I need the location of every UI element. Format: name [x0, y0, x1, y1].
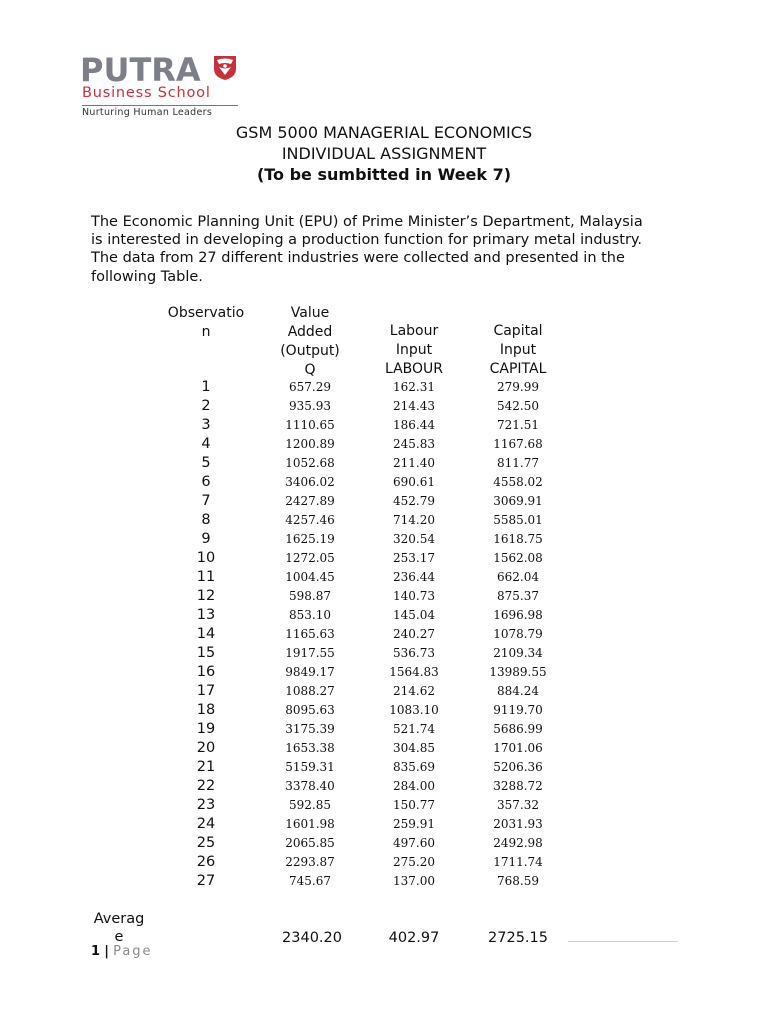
intro-line: The data from 27 different industries were collected and presented in the [91, 250, 625, 267]
value-added-cell: 5159.31 [285, 760, 335, 774]
table-row [0, 758, 768, 777]
value-added-cell: 9849.17 [285, 665, 335, 679]
labour-cell: 1083.10 [389, 703, 439, 717]
value-added-cell: 1653.38 [285, 741, 335, 755]
header-text: Q [304, 362, 316, 378]
obs-cell: 15 [196, 645, 216, 661]
obs-cell: 26 [196, 854, 216, 870]
average-q: 2340.20 [282, 930, 342, 946]
table-row [0, 530, 768, 549]
obs-cell: 7 [201, 493, 211, 509]
obs-cell: 25 [196, 835, 216, 851]
table-row [0, 454, 768, 473]
capital-cell: 1618.75 [493, 532, 543, 546]
labour-cell: 140.73 [393, 589, 435, 603]
header-text: Value [290, 305, 330, 321]
labour-cell: 245.83 [393, 437, 435, 451]
obs-cell: 22 [196, 778, 216, 794]
table-row [0, 644, 768, 663]
assignment-title: INDIVIDUAL ASSIGNMENT [281, 144, 487, 163]
labour-cell: 536.73 [393, 646, 435, 660]
capital-cell: 1167.68 [493, 437, 543, 451]
table-row [0, 549, 768, 568]
labour-cell: 304.85 [393, 741, 435, 755]
table-row [0, 739, 768, 758]
obs-cell: 20 [196, 740, 216, 756]
logo-subtitle: Business School [82, 85, 211, 101]
obs-cell: 13 [196, 607, 216, 623]
footer-rule [568, 941, 678, 942]
capital-cell: 1701.06 [493, 741, 543, 755]
table-row [0, 777, 768, 796]
average-label [88, 910, 150, 946]
table-row [0, 853, 768, 872]
intro-line: is interested in developing a production function for primary metal industry. [91, 232, 643, 249]
obs-cell: 24 [196, 816, 216, 832]
capital-cell: 2109.34 [493, 646, 543, 660]
obs-cell: 2 [201, 398, 211, 414]
obs-cell: 12 [196, 588, 216, 604]
table-row [0, 720, 768, 739]
value-added-cell: 2427.89 [285, 494, 335, 508]
value-added-cell: 4257.46 [285, 513, 335, 527]
labour-cell: 214.43 [393, 399, 435, 413]
value-added-cell: 8095.63 [285, 703, 335, 717]
obs-cell: 8 [201, 512, 211, 528]
obs-cell: 16 [196, 664, 216, 680]
capital-cell: 13989.55 [489, 665, 547, 679]
value-added-cell: 598.87 [289, 589, 331, 603]
data-table [0, 378, 768, 891]
capital-cell: 357.32 [497, 798, 539, 812]
table-row [0, 378, 768, 397]
header-text: Capital [493, 323, 543, 339]
table-row [0, 834, 768, 853]
table-row [0, 587, 768, 606]
header-text: LABOUR [384, 361, 444, 377]
labour-cell: 452.79 [393, 494, 435, 508]
table-row [0, 701, 768, 720]
obs-cell: 4 [201, 436, 211, 452]
document-header [0, 122, 768, 186]
page-footer [91, 944, 153, 960]
value-added-cell: 1601.98 [285, 817, 335, 831]
capital-cell: 1711.74 [493, 855, 543, 869]
labour-cell: 835.69 [393, 760, 435, 774]
crest-icon [213, 55, 237, 81]
value-added-cell: 1052.68 [285, 456, 335, 470]
capital-cell: 3069.91 [493, 494, 543, 508]
obs-cell: 17 [196, 683, 216, 699]
labour-cell: 186.44 [393, 418, 435, 432]
value-added-cell: 1625.19 [285, 532, 335, 546]
capital-cell: 875.37 [497, 589, 539, 603]
intro-line: The Economic Planning Unit (EPU) of Prime Minister’s Department, Malaysia [91, 214, 643, 230]
value-added-cell: 745.67 [289, 874, 331, 888]
labour-cell: 137.00 [393, 874, 435, 888]
capital-cell: 4558.02 [493, 475, 543, 489]
labour-cell: 275.20 [393, 855, 435, 869]
table-row [0, 872, 768, 891]
labour-cell: 240.27 [393, 627, 435, 641]
table-row [0, 473, 768, 492]
capital-cell: 3288.72 [493, 779, 543, 793]
capital-cell: 1696.98 [493, 608, 543, 622]
value-added-cell: 1110.65 [285, 418, 335, 432]
obs-cell: 14 [196, 626, 216, 642]
labour-cell: 320.54 [393, 532, 435, 546]
table-row [0, 815, 768, 834]
value-added-cell: 1200.89 [285, 437, 335, 451]
header-text: Added [287, 324, 333, 340]
table-row [0, 606, 768, 625]
obs-cell: 5 [201, 455, 211, 471]
page-number: 1 [91, 944, 101, 959]
labour-cell: 145.04 [393, 608, 435, 622]
value-added-cell: 3175.39 [285, 722, 335, 736]
header-text: Observatio [167, 305, 245, 321]
capital-cell: 5686.99 [493, 722, 543, 736]
capital-cell: 721.51 [497, 418, 539, 432]
value-added-cell: 1272.05 [285, 551, 335, 565]
table-row [0, 416, 768, 435]
value-added-cell: 1165.63 [285, 627, 335, 641]
value-added-cell: 3378.40 [285, 779, 335, 793]
obs-cell: 10 [196, 550, 216, 566]
header-labour [364, 322, 464, 379]
labour-cell: 497.60 [393, 836, 435, 850]
capital-cell: 2492.98 [493, 836, 543, 850]
labour-cell: 714.20 [393, 513, 435, 527]
header-capital [468, 322, 568, 379]
average-label-text: e [114, 929, 124, 945]
table-row [0, 511, 768, 530]
capital-cell: 1562.08 [493, 551, 543, 565]
value-added-cell: 935.93 [289, 399, 331, 413]
value-added-cell: 592.85 [289, 798, 331, 812]
logo-tagline: Nurturing Human Leaders [82, 107, 213, 118]
obs-cell: 18 [196, 702, 216, 718]
value-added-cell: 1004.45 [285, 570, 335, 584]
table-row [0, 796, 768, 815]
capital-cell: 2031.93 [493, 817, 543, 831]
putra-logo [80, 52, 245, 122]
value-added-cell: 2065.85 [285, 836, 335, 850]
table-row [0, 568, 768, 587]
logo-wordmark: PUTRA [80, 51, 201, 89]
capital-cell: 811.77 [497, 456, 539, 470]
deadline-note: (To be sumbitted in Week 7) [256, 165, 512, 184]
header-observation [160, 304, 252, 342]
intro-line: following Table. [91, 268, 203, 285]
header-text: Input [395, 342, 433, 358]
header-text: CAPITAL [489, 361, 547, 377]
value-added-cell: 657.29 [289, 380, 331, 394]
labour-cell: 690.61 [393, 475, 435, 489]
capital-cell: 662.04 [497, 570, 539, 584]
header-text: Input [499, 342, 537, 358]
page-label: Page [113, 944, 153, 959]
obs-cell: 21 [196, 759, 216, 775]
labour-cell: 150.77 [393, 798, 435, 812]
labour-cell: 259.91 [393, 817, 435, 831]
header-text: (Output) [280, 343, 340, 359]
capital-cell: 884.24 [497, 684, 539, 698]
page-separator: | [104, 944, 109, 959]
labour-cell: 253.17 [393, 551, 435, 565]
capital-cell: 5585.01 [493, 513, 543, 527]
table-row [0, 682, 768, 701]
header-text: Labour [389, 323, 439, 339]
table-row [0, 435, 768, 454]
labour-cell: 162.31 [393, 380, 435, 394]
intro-paragraph [91, 213, 691, 286]
capital-cell: 768.59 [497, 874, 539, 888]
value-added-cell: 1088.27 [285, 684, 335, 698]
labour-cell: 211.40 [393, 456, 435, 470]
obs-cell: 9 [201, 531, 211, 547]
capital-cell: 5206.36 [493, 760, 543, 774]
capital-cell: 9119.70 [493, 703, 543, 717]
value-added-cell: 1917.55 [285, 646, 335, 660]
table-row [0, 492, 768, 511]
average-capital: 2725.15 [488, 930, 548, 946]
header-text: n [201, 324, 211, 340]
obs-cell: 23 [196, 797, 216, 813]
capital-cell: 542.50 [497, 399, 539, 413]
table-row [0, 663, 768, 682]
value-added-cell: 853.10 [289, 608, 331, 622]
logo-divider [82, 105, 238, 106]
header-value-added [262, 304, 358, 380]
labour-cell: 284.00 [393, 779, 435, 793]
average-labour: 402.97 [388, 930, 440, 946]
labour-cell: 1564.83 [389, 665, 439, 679]
obs-cell: 1 [201, 379, 211, 395]
average-label-text: Averag [93, 911, 145, 927]
value-added-cell: 3406.02 [285, 475, 335, 489]
obs-cell: 11 [196, 569, 216, 585]
obs-cell: 27 [196, 873, 216, 889]
labour-cell: 521.74 [393, 722, 435, 736]
labour-cell: 214.62 [393, 684, 435, 698]
table-row [0, 625, 768, 644]
value-added-cell: 2293.87 [285, 855, 335, 869]
obs-cell: 6 [201, 474, 211, 490]
table-row [0, 397, 768, 416]
obs-cell: 19 [196, 721, 216, 737]
labour-cell: 236.44 [393, 570, 435, 584]
obs-cell: 3 [201, 417, 211, 433]
capital-cell: 1078.79 [493, 627, 543, 641]
course-title: GSM 5000 MANAGERIAL ECONOMICS [235, 123, 533, 142]
capital-cell: 279.99 [497, 380, 539, 394]
